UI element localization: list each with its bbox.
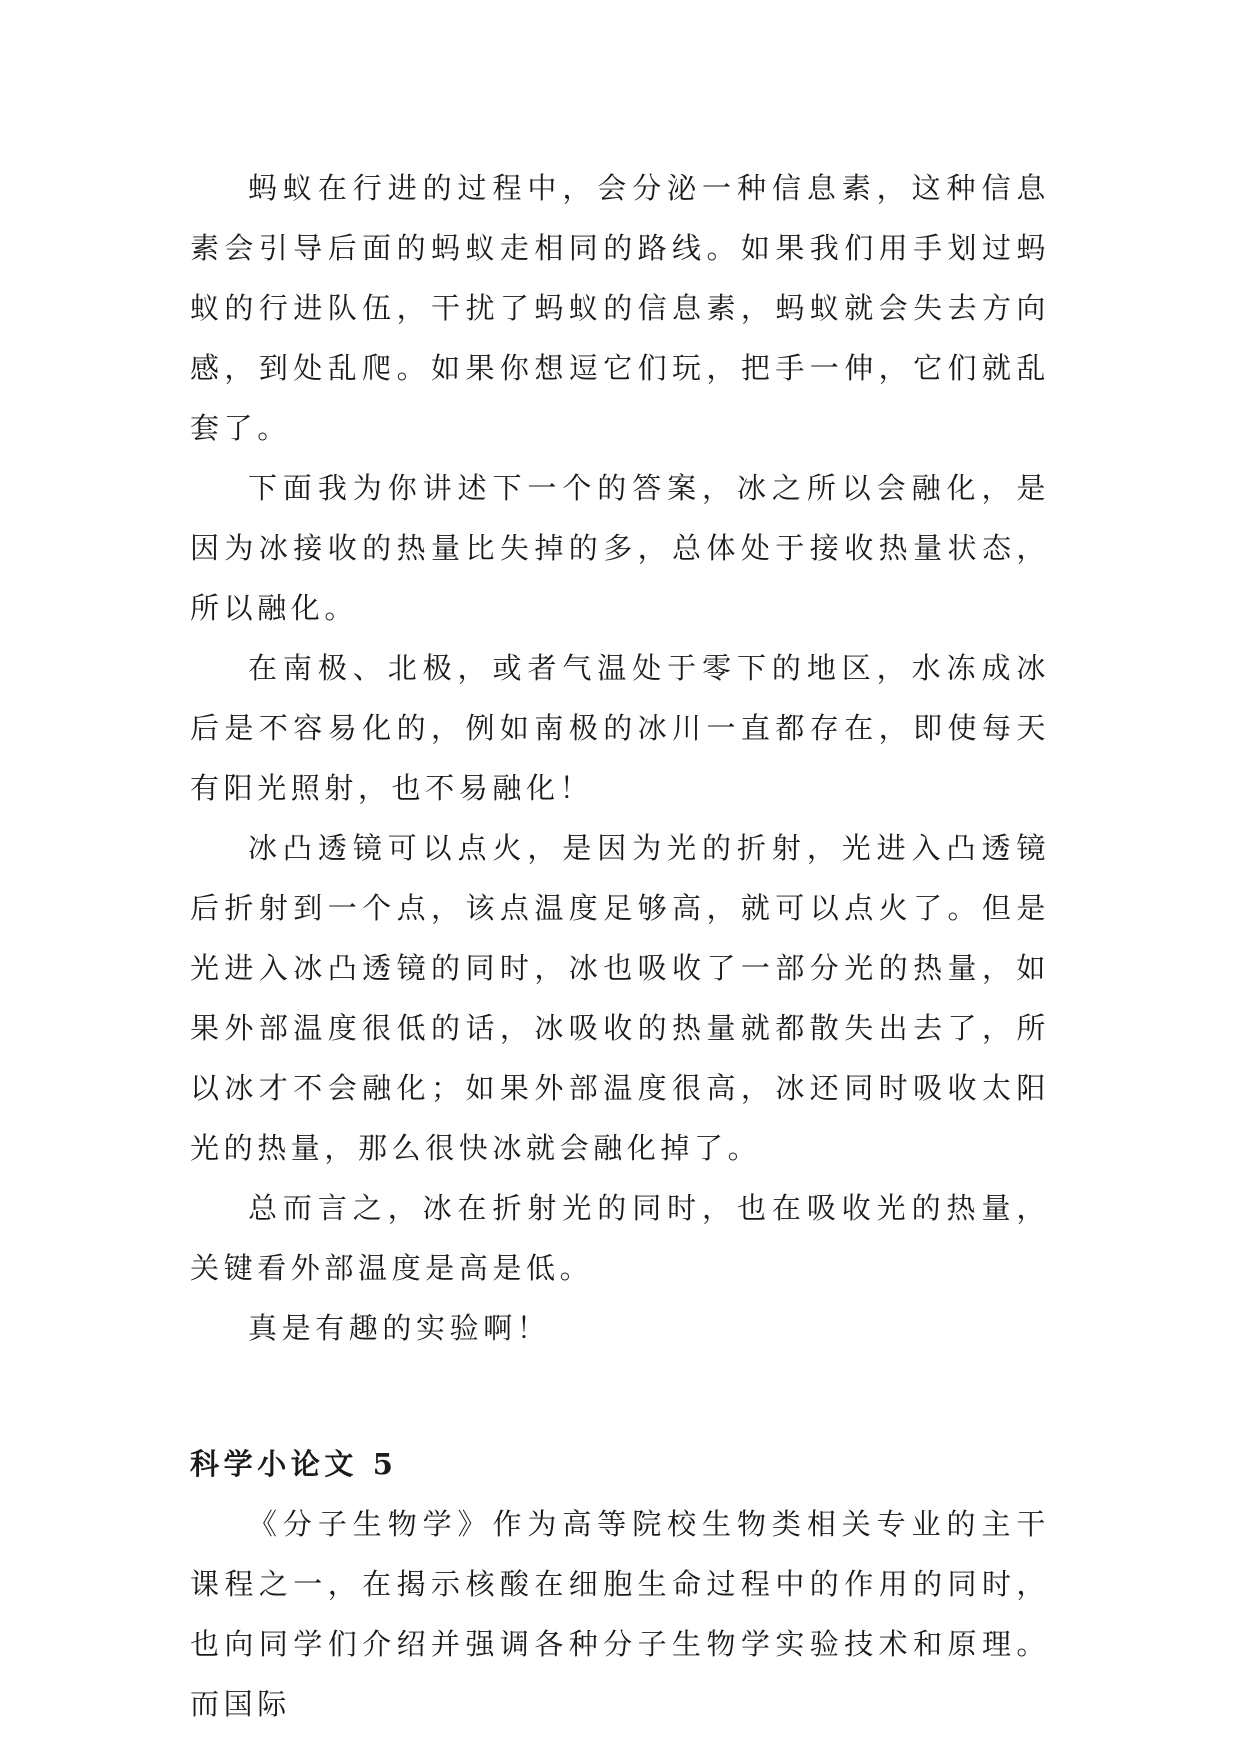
paragraph-ice-lens: 冰凸透镜可以点火，是因为光的折射，光进入凸透镜后折射到一个点，该点温度足够高，就可以点火了。但是光进入冰凸透镜的同时，冰也吸收了一部分光的热量，如果外部温度很低的话，冰吸收的热量就都散失出去了，所以冰才不会融化；如果外部温度很高，冰还同时吸收太阳光的热量，那么很快冰就会融化掉了。 xyxy=(190,831,1050,1165)
paragraph-exclamation: 真是有趣的实验啊！ xyxy=(248,1311,551,1345)
section-title: 科学小论文 5 xyxy=(190,1447,398,1481)
paragraph-conclusion: 总而言之，冰在折射光的同时，也在吸收光的热量，关键看外部温度是高是低。 xyxy=(190,1191,1050,1285)
paragraph-polar-ice: 在南极、北极，或者气温处于零下的地区，水冻成冰后是不容易化的，例如南极的冰川一直都存在，即使每天有阳光照射，也不易融化！ xyxy=(190,651,1050,805)
paragraph-ice-melting-answer: 下面我为你讲述下一个的答案，冰之所以会融化，是因为冰接收的热量比失掉的多，总体处于接收热量状态，所以融化。 xyxy=(190,471,1050,625)
paragraph-molecular-biology: 《分子生物学》作为高等院校生物类相关专业的主干课程之一，在揭示核酸在细胞生命过程中的作用的同时，也向同学们介绍并强调各种分子生物学实验技术和原理。而国际 xyxy=(190,1507,1050,1721)
paragraph-ant-pheromone: 蚂蚁在行进的过程中，会分泌一种信息素，这种信息素会引导后面的蚂蚁走相同的路线。如果我们用手划过蚂蚁的行进队伍，干扰了蚂蚁的信息素，蚂蚁就会失去方向感，到处乱爬。如果你想逗它们玩，把手一伸，它们就乱套了。 xyxy=(190,171,1050,445)
document-body xyxy=(190,158,1050,1734)
